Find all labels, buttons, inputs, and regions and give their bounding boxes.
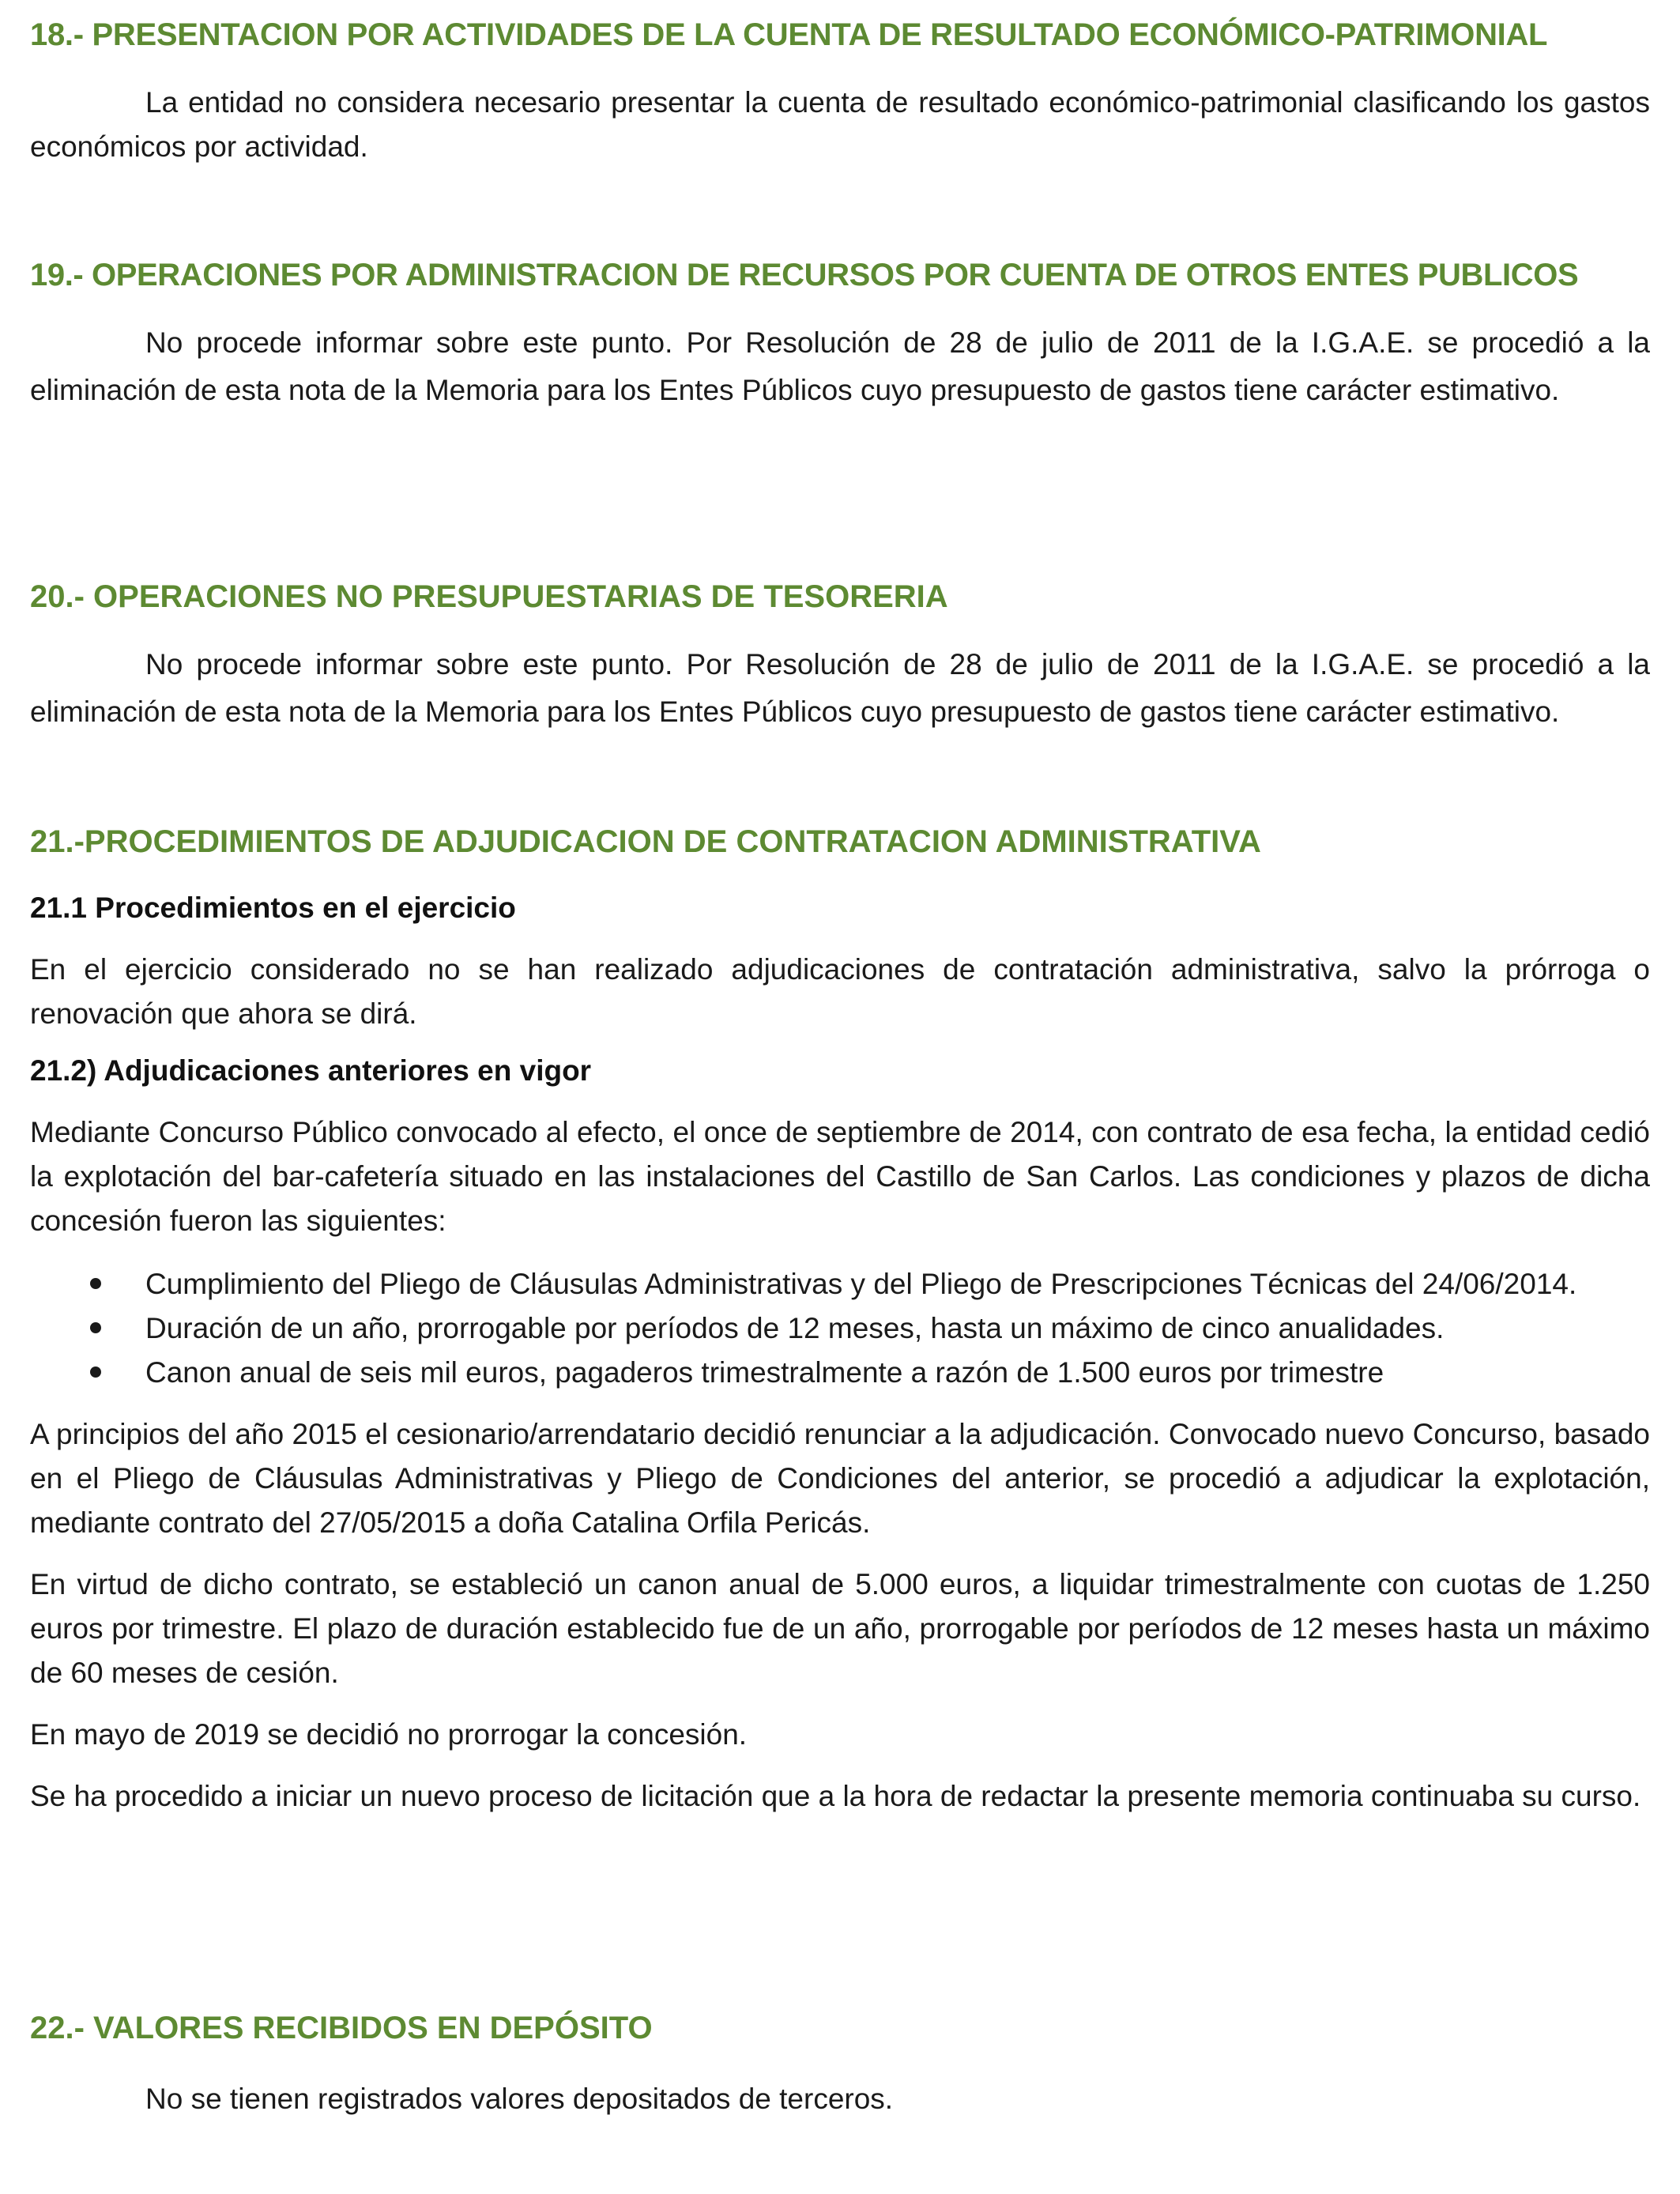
section-19-title: 19.- OPERACIONES POR ADMINISTRACION DE RECURSOS POR CUENTA DE OTROS ENTES PUBLICOS [30, 258, 1579, 292]
section-20-body: No procede informar sobre este punto. Por Resolución de 28 de julio de 2011 de la I.G.A.E. se procedió a la eliminación de esta nota de la Memoria para los Entes Públicos cuyo presupuesto de gastos tiene carácter estimativo. [30, 648, 1650, 728]
section-20-title: 20.- OPERACIONES NO PRESUPUESTARIAS DE TESORERIA [30, 579, 948, 614]
conditions-list [30, 1262, 1650, 1395]
list-item-text: Cumplimiento del Pliego de Cláusulas Administrativas y del Pliego de Prescripciones Técnicas del 24/06/2014. [145, 1268, 1577, 1300]
subsection-21-1-title: 21.1 Procedimientos en el ejercicio [30, 892, 516, 924]
subsection-21-2-intro: Mediante Concurso Público convocado al efecto, el once de septiembre de 2014, con contrato de esa fecha, la entidad cedió la explotación del bar-cafetería situado en las instalaciones del Castillo de San Carlos. Las condiciones y plazos de dicha concesión fueron las siguientes: [30, 1116, 1650, 1237]
section-21-title: 21.-PROCEDIMIENTOS DE ADJUDICACION DE CONTRATACION ADMINISTRATIVA [30, 824, 1261, 859]
section-22-body: No se tienen registrados valores depositados de terceros. [145, 2083, 894, 2115]
section-19-body: No procede informar sobre este punto. Por Resolución de 28 de julio de 2011 de la I.G.A.E. se procedió a la eliminación de esta nota de la Memoria para los Entes Públicos cuyo presupuesto de gastos tiene carácter estimativo. [30, 326, 1650, 406]
list-item [30, 1351, 1650, 1395]
section-18-title: 18.- PRESENTACION POR ACTIVIDADES DE LA CUENTA DE RESULTADO ECONÓMICO-PATRIMONIAL [30, 17, 1548, 52]
list-item-text: Duración de un año, prorrogable por períodos de 12 meses, hasta un máximo de cinco anualidades. [145, 1312, 1445, 1344]
section-19 [30, 253, 1650, 414]
section-21 [30, 820, 1650, 1819]
section-22 [30, 2006, 1650, 2121]
subsection-21-1-body: En el ejercicio considerado no se han realizado adjudicaciones de contratación administrativa, salvo la prórroga o renovación que ahora se dirá. [30, 953, 1650, 1030]
bullet-icon [90, 1322, 101, 1333]
subsection-21-2-title: 21.2) Adjudicaciones anteriores en vigor [30, 1054, 592, 1087]
paragraph-renuncia: A principios del año 2015 el cesionario/arrendatario decidió renunciar a la adjudicación. Convocado nuevo Concurso, basado en el Pliego de Cláusulas Administrativas y Pliego de Condiciones del anterior, se procedió a adjudicar la explotación, mediante contrato del 27/05/2015 a doña Catalina Orfila Pericás. [30, 1418, 1650, 1539]
paragraph-licitacion: Se ha procedido a iniciar un nuevo proceso de licitación que a la hora de redactar la presente memoria continuaba su curso. [30, 1780, 1641, 1812]
list-item-text: Canon anual de seis mil euros, pagaderos trimestralmente a razón de 1.500 euros por trimestre [145, 1356, 1384, 1389]
paragraph-canon: En virtud de dicho contrato, se estableció un canon anual de 5.000 euros, a liquidar trimestralmente con cuotas de 1.250 euros por trimestre. El plazo de duración establecido fue de un año, prorrogable por períodos de 12 meses hasta un máximo de 60 meses de cesión. [30, 1568, 1650, 1689]
list-item [30, 1262, 1650, 1306]
section-18 [30, 13, 1650, 169]
list-item [30, 1306, 1650, 1351]
section-22-title: 22.- VALORES RECIBIDOS EN DEPÓSITO [30, 2011, 653, 2045]
section-20 [30, 575, 1650, 736]
section-18-body: La entidad no considera necesario presentar la cuenta de resultado económico-patrimonial clasificando los gastos económicos por actividad. [30, 86, 1650, 163]
paragraph-mayo-2019: En mayo de 2019 se decidió no prorrogar la concesión. [30, 1718, 748, 1751]
bullet-icon [90, 1278, 101, 1289]
bullet-icon [90, 1367, 101, 1378]
